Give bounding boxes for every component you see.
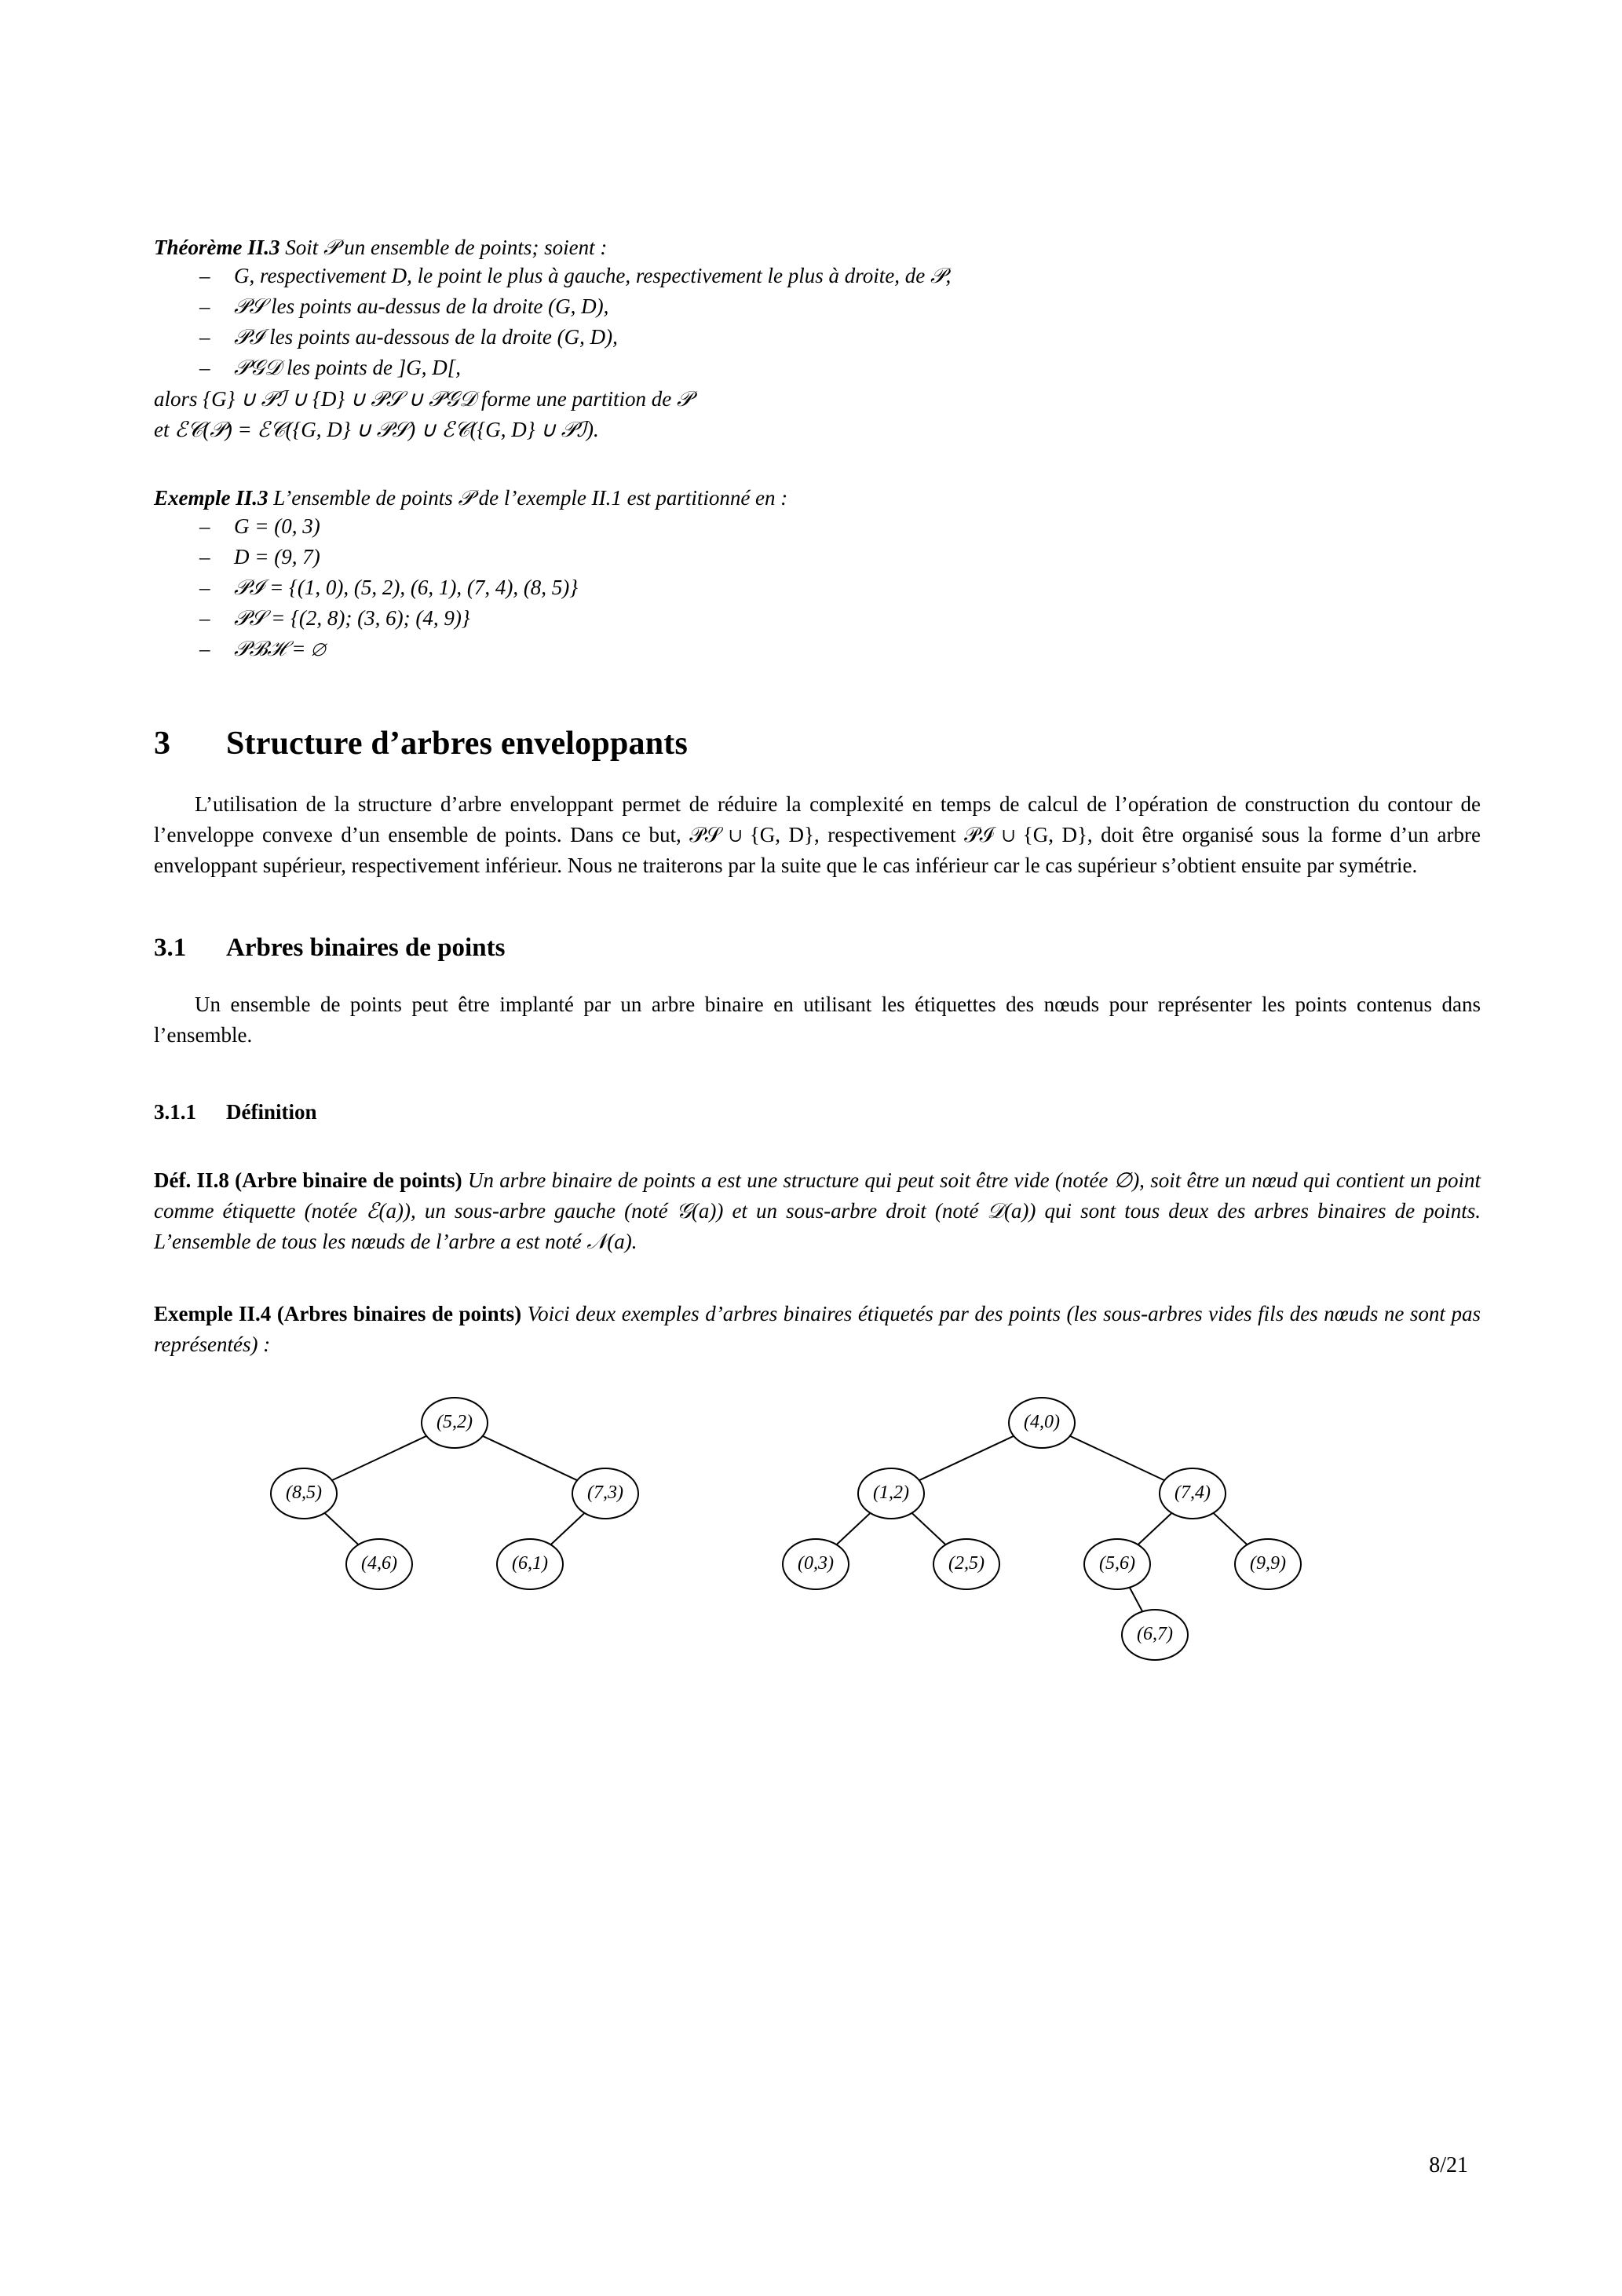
section-heading-3 (154, 725, 1481, 762)
example-ii3 (154, 486, 1481, 511)
example4-label: Exemple II.4 (Arbres binaires de points) (154, 1301, 522, 1325)
example-ii4 (154, 1299, 1481, 1361)
tree-node: (2,5) (933, 1538, 1000, 1590)
theorem-statement: Soit 𝒫 un ensemble de points; soient : (285, 236, 608, 259)
tree-node: (6,1) (496, 1538, 564, 1590)
example-label: Exemple II.3 (154, 485, 269, 510)
list-item: – 𝒫ℬℋ = ∅ (199, 634, 1481, 664)
list-item: – 𝒫𝒢𝒟 les points de ]G, D[, (199, 353, 1481, 383)
tree-node: (8,5) (270, 1468, 338, 1519)
subsection-title: Arbres binaires de points (226, 933, 506, 962)
tree-node: (6,7) (1121, 1609, 1189, 1661)
definition-text: Un arbre binaire de points a est une structure qui peut soit être vide (notée ∅), soit être un nœud qui contient un point comme étiquette (notée ℰ(a)), un sous-arbre gauche (noté 𝒢(a)) et un sous-arbre droit (noté 𝒟(a)) qui sont tous deux des arbres binaires de points. L’ensemble de tous les nœuds de l’arbre a est noté 𝒩(a). (154, 1168, 1481, 1254)
subsection-31-paragraph: Un ensemble de points peut être implanté par un arbre binaire en utilisant les étiquettes des nœuds pour représenter les points contenus dans l’ensemble. (154, 992, 1481, 1047)
subsubsection-heading-311 (154, 1100, 1481, 1124)
section-title: Structure d’arbres enveloppants (226, 725, 688, 762)
section-number: 3 (154, 725, 171, 762)
list-item: – D = (9, 7) (199, 542, 1481, 572)
theorem-conclusion-2: et ℰ𝒞(𝒫) = ℰ𝒞({G, D} ∪ 𝒫𝒮) ∪ ℰ𝒞({G, D} ∪ 𝒫ℐ). (154, 417, 599, 441)
section-3-paragraph: L’utilisation de la structure d’arbre enveloppant permet de réduire la complexité en temps de calcul de l’opération de construction du contour de l’enveloppe convexe d’un ensemble de points. Dans ce but, 𝒫𝒮 ∪ {G, D}, respectivement 𝒫ℐ ∪ {G, D}, doit être organisé sous la forme d’un arbre enveloppant supérieur, respectivement inférieur. Nous ne traiterons par la suite que le cas inférieur car le cas supérieur s’obtient ensuite par symétrie. (154, 792, 1481, 878)
tree-node: (4,0) (1008, 1397, 1076, 1449)
definition-ii8 (154, 1165, 1481, 1258)
subsection-number: 3.1 (154, 933, 187, 962)
theorem-ii3 (154, 236, 1481, 261)
subsection-heading-31 (154, 934, 1481, 963)
theorem-conclusion-1: alors {G} ∪ 𝒫ℐ ∪ {D} ∪ 𝒫𝒮 ∪ 𝒫𝒢𝒟 forme une partition de 𝒫 (154, 386, 692, 411)
list-item: – 𝒫ℐ les points au-dessous de la droite (G, D), (199, 322, 1481, 353)
tree-node: (7,3) (572, 1468, 639, 1519)
list-item: – 𝒫𝒮 les points au-dessus de la droite (G, D), (199, 291, 1481, 322)
tree-node: (9,9) (1234, 1538, 1302, 1590)
subsubsection-title: Définition (226, 1099, 317, 1124)
theorem-item-list (154, 261, 1481, 384)
example4-text: Voici deux exemples d’arbres binaires étiquetés par des points (les sous-arbres vides fils des nœuds ne sont pas représentés) : (154, 1301, 1481, 1357)
subsubsection-number: 3.1.1 (154, 1099, 196, 1124)
tree-node: (7,4) (1159, 1468, 1226, 1519)
list-item: – G, respectivement D, le point le plus à gauche, respectivement le plus à droite, de 𝒫, (199, 261, 1481, 291)
page-content (154, 236, 1481, 1695)
example-statement: L’ensemble de points 𝒫 de l’exemple II.1 est partitionné en : (273, 485, 788, 510)
tree-node: (5,2) (421, 1397, 488, 1449)
list-item: – 𝒫𝒮 = {(2, 8); (3, 6); (4, 9)} (199, 603, 1481, 634)
tree-node: (5,6) (1083, 1538, 1151, 1590)
list-item: – G = (0, 3) (199, 511, 1481, 542)
tree-node: (4,6) (345, 1538, 413, 1590)
binary-trees-figure (154, 1389, 1481, 1695)
page-number: 8/21 (1429, 2153, 1468, 2177)
definition-label: Déf. II.8 (Arbre binaire de points) (154, 1168, 462, 1192)
tree-node: (1,2) (857, 1468, 925, 1519)
example-item-list (154, 511, 1481, 665)
theorem-label: Théorème II.3 (154, 236, 280, 259)
list-item: – 𝒫ℐ = {(1, 0), (5, 2), (6, 1), (7, 4), (8, 5)} (199, 572, 1481, 603)
tree-node: (0,3) (782, 1538, 849, 1590)
